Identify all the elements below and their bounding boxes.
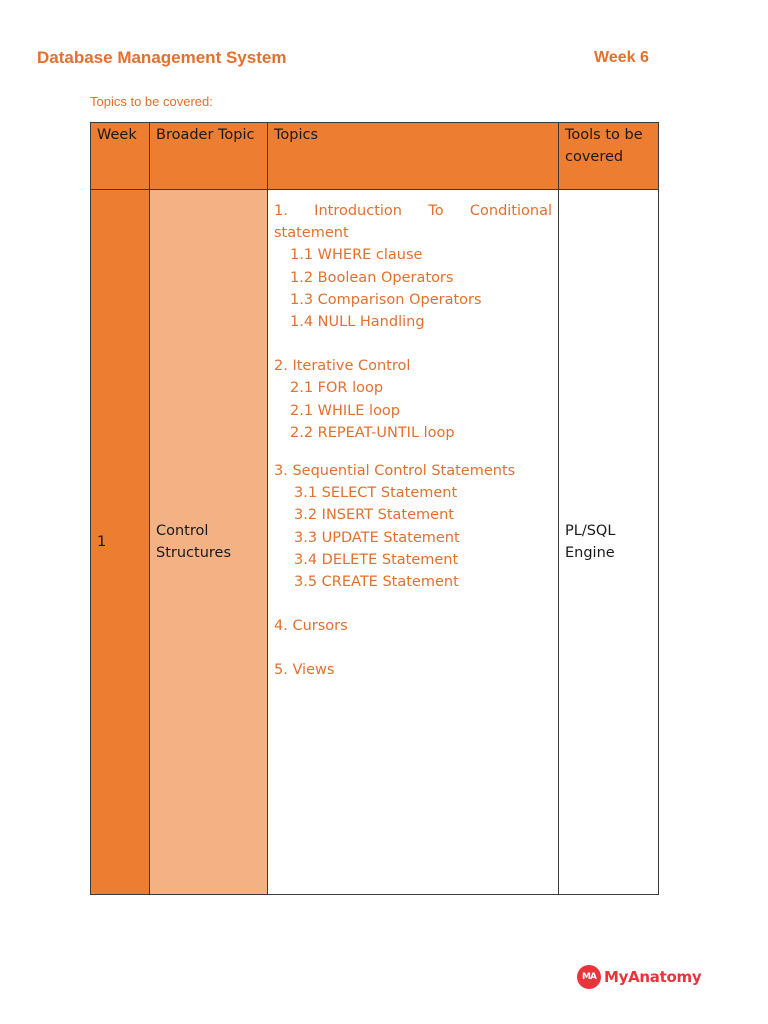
header-row <box>91 123 659 190</box>
table-header <box>91 123 659 190</box>
topic-spacer <box>274 444 552 460</box>
table-row <box>91 190 659 895</box>
subtopic-item: 1.1 WHERE clause <box>290 247 423 264</box>
topic-item: 2. Iterative Control <box>274 358 411 375</box>
topic-item: 5. Views <box>274 662 335 679</box>
subtopic-item: 2.2 REPEAT-UNTIL loop <box>290 424 455 441</box>
topic-item: 4. Cursors <box>274 618 348 635</box>
document-title: Database Management System <box>37 48 287 67</box>
subtopic-item: 3.4 DELETE Statement <box>294 551 459 568</box>
subtopic-item: 3.3 UPDATE Statement <box>294 529 460 546</box>
topic-spacer <box>274 637 552 659</box>
topics-cell <box>268 190 559 895</box>
subtopic-item: 1.4 NULL Handling <box>290 314 425 331</box>
topic-item: 1. Introduction To Conditional statement <box>274 203 552 242</box>
subtopic-item: 3.2 INSERT Statement <box>294 507 454 524</box>
subtopic-item: 3.1 SELECT Statement <box>294 485 458 502</box>
logo-mark-icon: MA <box>577 965 601 989</box>
broader-topic-cell: Control Structures <box>150 190 268 895</box>
tools-cell: PL/SQL Engine <box>559 190 659 895</box>
header-topics: Topics <box>268 123 559 190</box>
topics-table <box>90 122 659 895</box>
topic-spacer <box>274 190 552 200</box>
subtopic-item: 1.3 Comparison Operators <box>290 291 482 308</box>
subtopic-item: 1.2 Boolean Operators <box>290 269 454 286</box>
week-label: Week 6 <box>594 49 649 66</box>
topic-spacer <box>274 333 552 355</box>
topics-list <box>274 190 552 682</box>
topic-item: 3. Sequential Control Statements <box>274 463 516 480</box>
header-week: Week <box>91 123 150 190</box>
subtopic-item: 2.1 FOR loop <box>290 380 384 397</box>
topic-spacer <box>274 593 552 615</box>
header-tools: Tools to be covered <box>559 123 659 190</box>
subtopic-item: 2.1 WHILE loop <box>290 402 401 419</box>
subtopic-item: 3.5 CREATE Statement <box>294 574 459 591</box>
logo-text: MyAnatomy <box>604 968 702 986</box>
header-broader-topic: Broader Topic <box>150 123 268 190</box>
myanatomy-logo <box>577 965 701 989</box>
topics-intro: Topics to be covered: <box>90 94 213 109</box>
week-cell: 1 <box>91 190 150 895</box>
